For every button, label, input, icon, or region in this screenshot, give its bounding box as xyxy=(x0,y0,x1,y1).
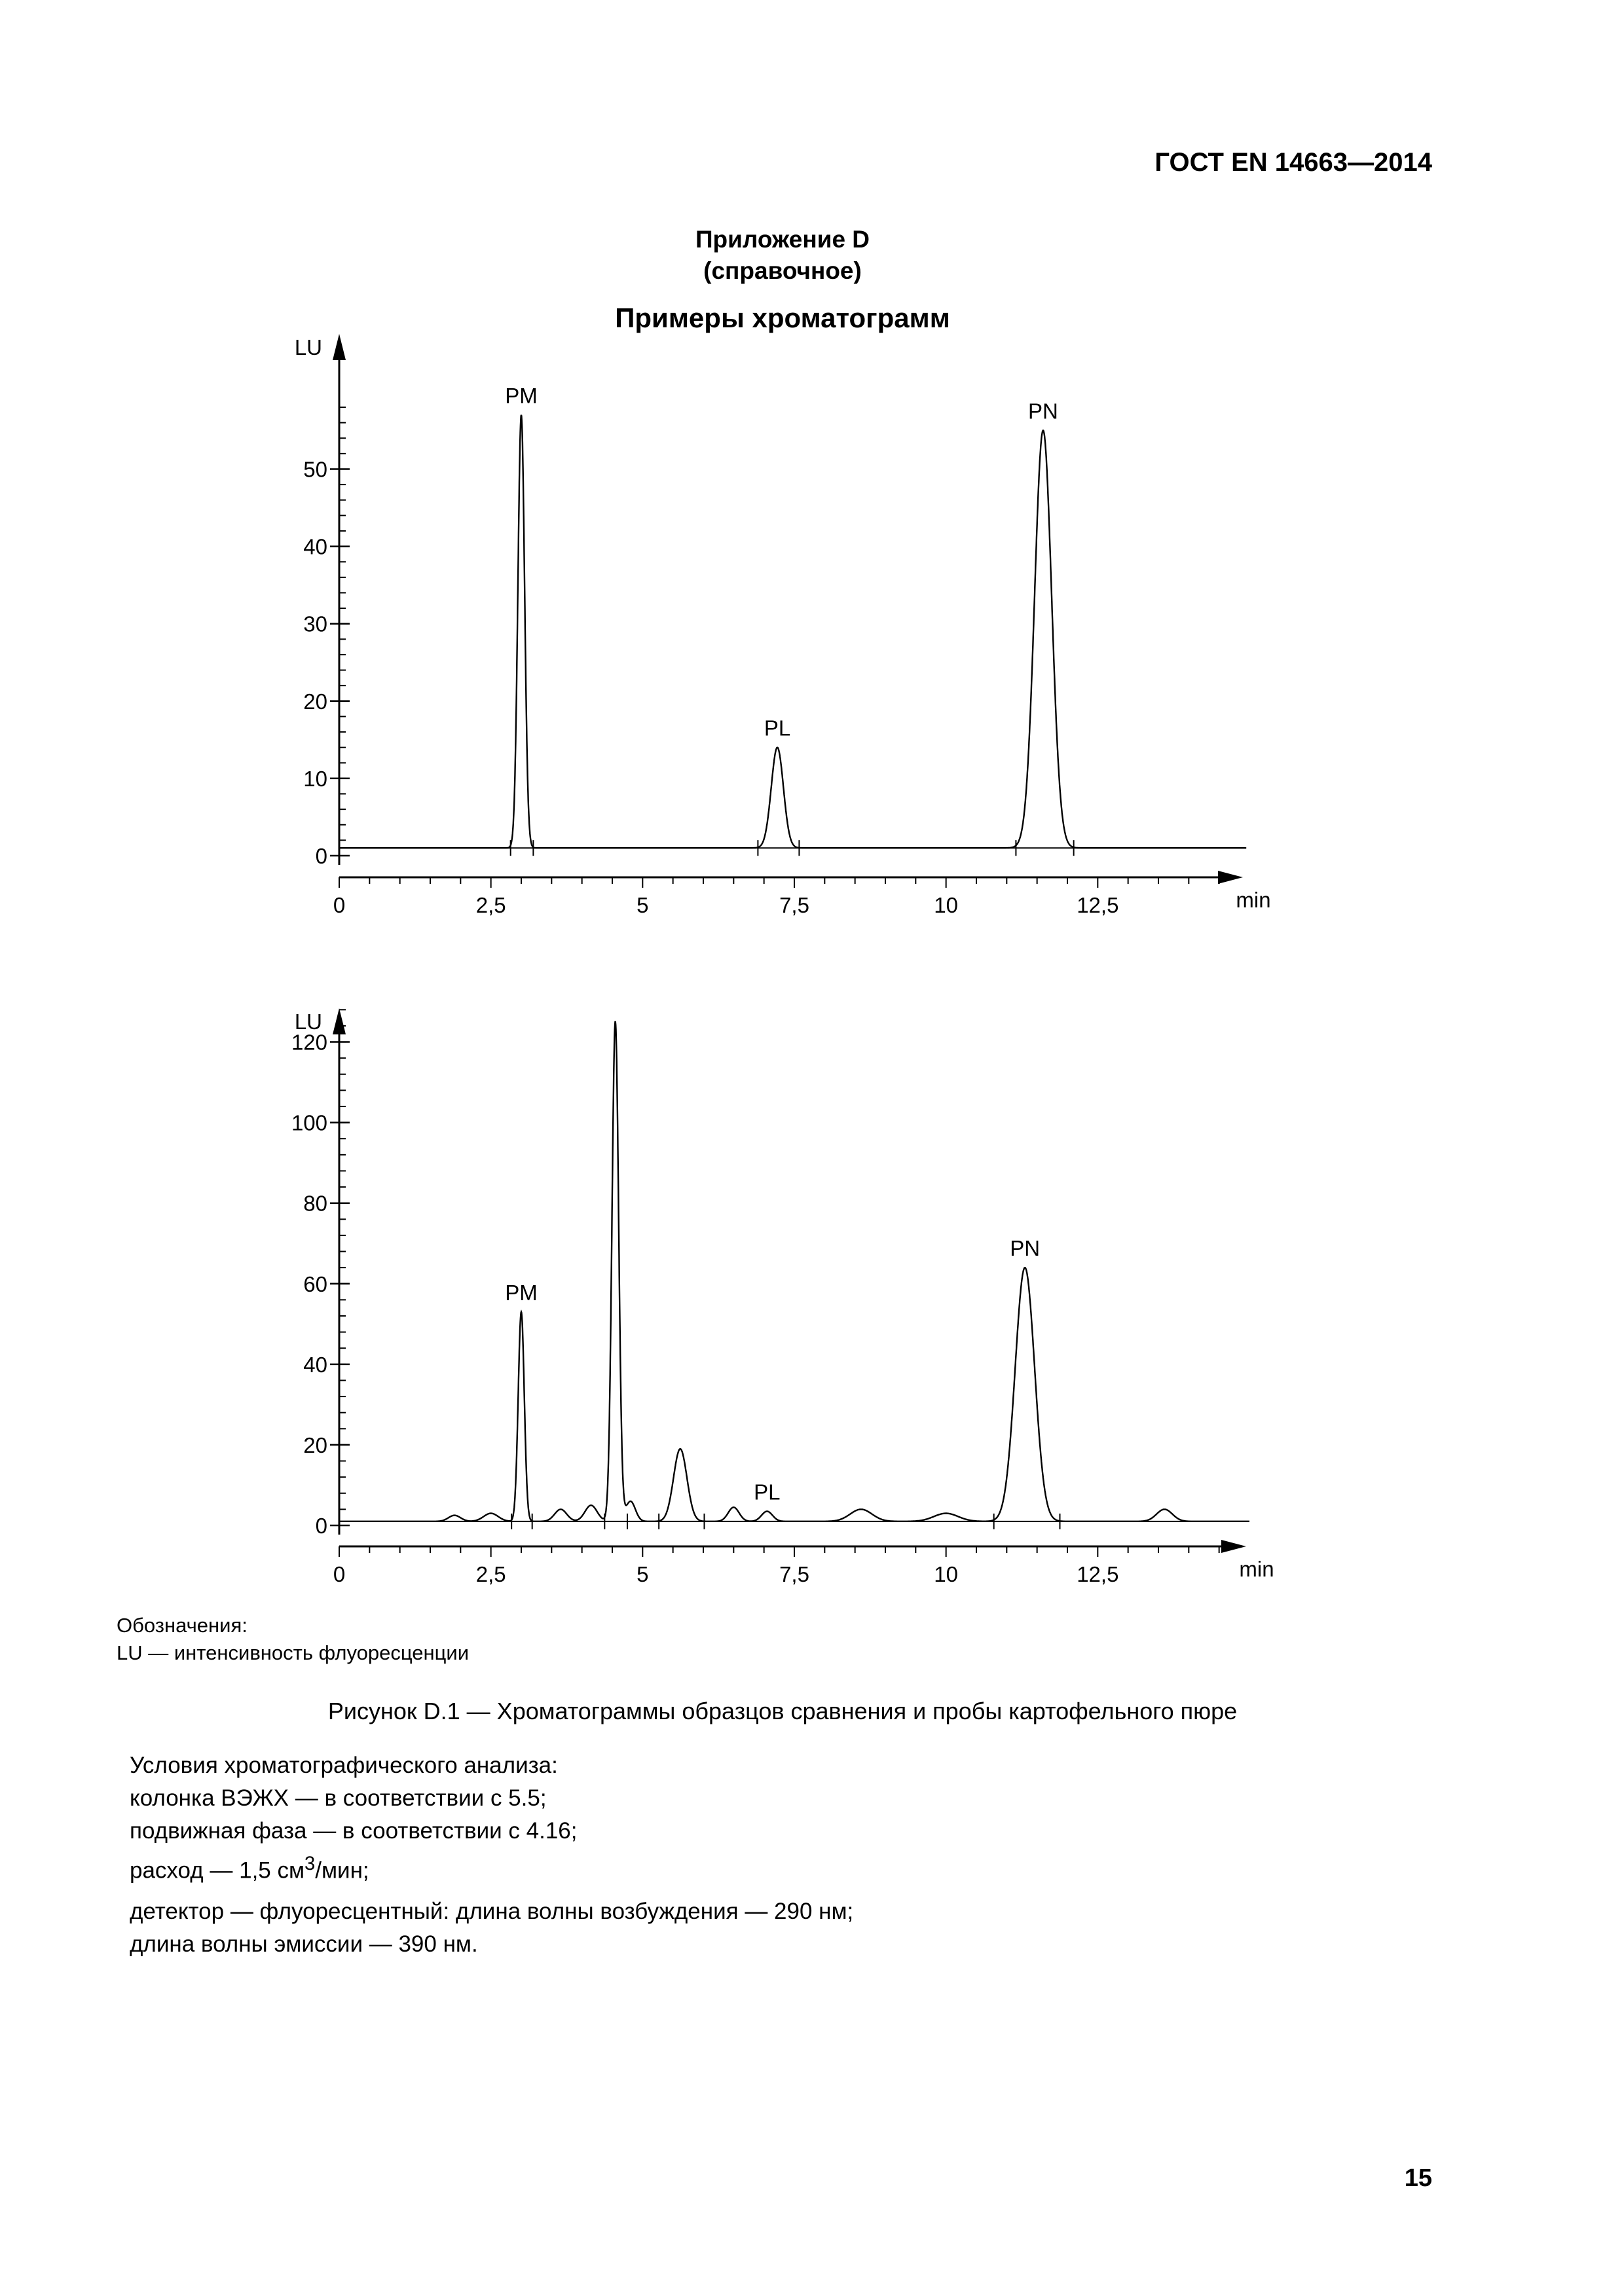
y-tick-label: 40 xyxy=(303,1352,327,1377)
x-tick-label: 12,5 xyxy=(1077,1562,1119,1586)
flow-unit: /мин; xyxy=(315,1857,369,1884)
legend-lu: LU — интенсивность флуоресценции xyxy=(117,1641,470,1664)
document-header: ГОСТ EN 14663—2014 xyxy=(1154,148,1432,177)
x-tick-label: 12,5 xyxy=(1077,893,1119,917)
section-title: Примеры хроматограмм xyxy=(615,302,950,333)
y-axis-label: LU xyxy=(294,335,322,359)
figure-caption: Рисунок D.1 — Хроматограммы образцов сравнения и пробы картофельного пюре xyxy=(327,1698,1238,1724)
y-tick-label: 0 xyxy=(315,1514,327,1538)
y-tick-label: 20 xyxy=(303,689,327,714)
flow-superscript: 3 xyxy=(304,1853,316,1874)
peak-label-pn: PN xyxy=(1010,1236,1041,1261)
page-number: 15 xyxy=(1404,2164,1432,2192)
x-tick-label: 7,5 xyxy=(779,893,809,917)
flow-text: расход — 1,5 см xyxy=(130,1857,305,1884)
y-axis-arrow xyxy=(333,1008,346,1034)
y-tick-label: 30 xyxy=(303,611,327,636)
peak-label-pm: PM xyxy=(505,1280,538,1305)
conditions-column: колонка ВЭЖХ — в соответствии с 5.5; xyxy=(130,1785,547,1811)
legend xyxy=(117,1612,469,1667)
x-tick-label: 5 xyxy=(637,893,649,917)
x-axis-label: min xyxy=(1239,1557,1274,1581)
peak-label-pn: PN xyxy=(1028,399,1058,424)
y-axis-arrow xyxy=(333,334,346,360)
conditions-detector: детектор — флуоресцентный: длина волны возбуждения — 290 нм; xyxy=(130,1898,854,1924)
x-tick-label: 10 xyxy=(934,1562,959,1586)
y-tick-label: 120 xyxy=(291,1030,327,1055)
x-tick-label: 0 xyxy=(333,893,346,917)
x-axis-label: min xyxy=(1236,888,1271,912)
peak-label-pm: PM xyxy=(505,383,538,408)
y-tick-label: 0 xyxy=(315,844,327,868)
y-tick-label: 80 xyxy=(303,1191,327,1216)
y-tick-label: 10 xyxy=(303,766,327,791)
x-tick-label: 10 xyxy=(934,893,959,917)
peak-label-pl: PL xyxy=(764,716,791,740)
chromatogram-reference xyxy=(0,0,1624,917)
peak-label-pl: PL xyxy=(754,1480,781,1504)
x-tick-label: 7,5 xyxy=(779,1562,809,1586)
conditions-mobile-phase: подвижная фаза — в соответствии с 4.16; xyxy=(130,1818,578,1844)
x-tick-label: 2,5 xyxy=(475,893,506,917)
y-tick-label: 40 xyxy=(303,534,327,559)
x-tick-label: 0 xyxy=(333,1562,346,1586)
x-tick-label: 5 xyxy=(637,1562,649,1586)
annex-title: Приложение D xyxy=(695,226,870,253)
conditions-heading: Условия хроматографического анализа: xyxy=(130,1753,558,1778)
x-tick-label: 2,5 xyxy=(475,1562,506,1586)
conditions-emission: длина волны эмиссии — 390 нм. xyxy=(130,1931,478,1957)
signal-trace xyxy=(339,1022,1249,1522)
conditions-flow xyxy=(130,1848,853,1887)
chromatogram-sample xyxy=(0,655,1624,1586)
annex-subtitle: (справочное) xyxy=(703,257,862,284)
analysis-conditions xyxy=(130,1749,853,1961)
x-axis-arrow xyxy=(1221,1540,1246,1553)
y-tick-label: 60 xyxy=(303,1271,327,1296)
y-tick-label: 100 xyxy=(291,1110,327,1135)
y-tick-label: 50 xyxy=(303,457,327,482)
legend-heading: Обозначения: xyxy=(117,1614,248,1637)
y-axis-label: LU xyxy=(294,1010,322,1034)
y-tick-label: 20 xyxy=(303,1432,327,1457)
